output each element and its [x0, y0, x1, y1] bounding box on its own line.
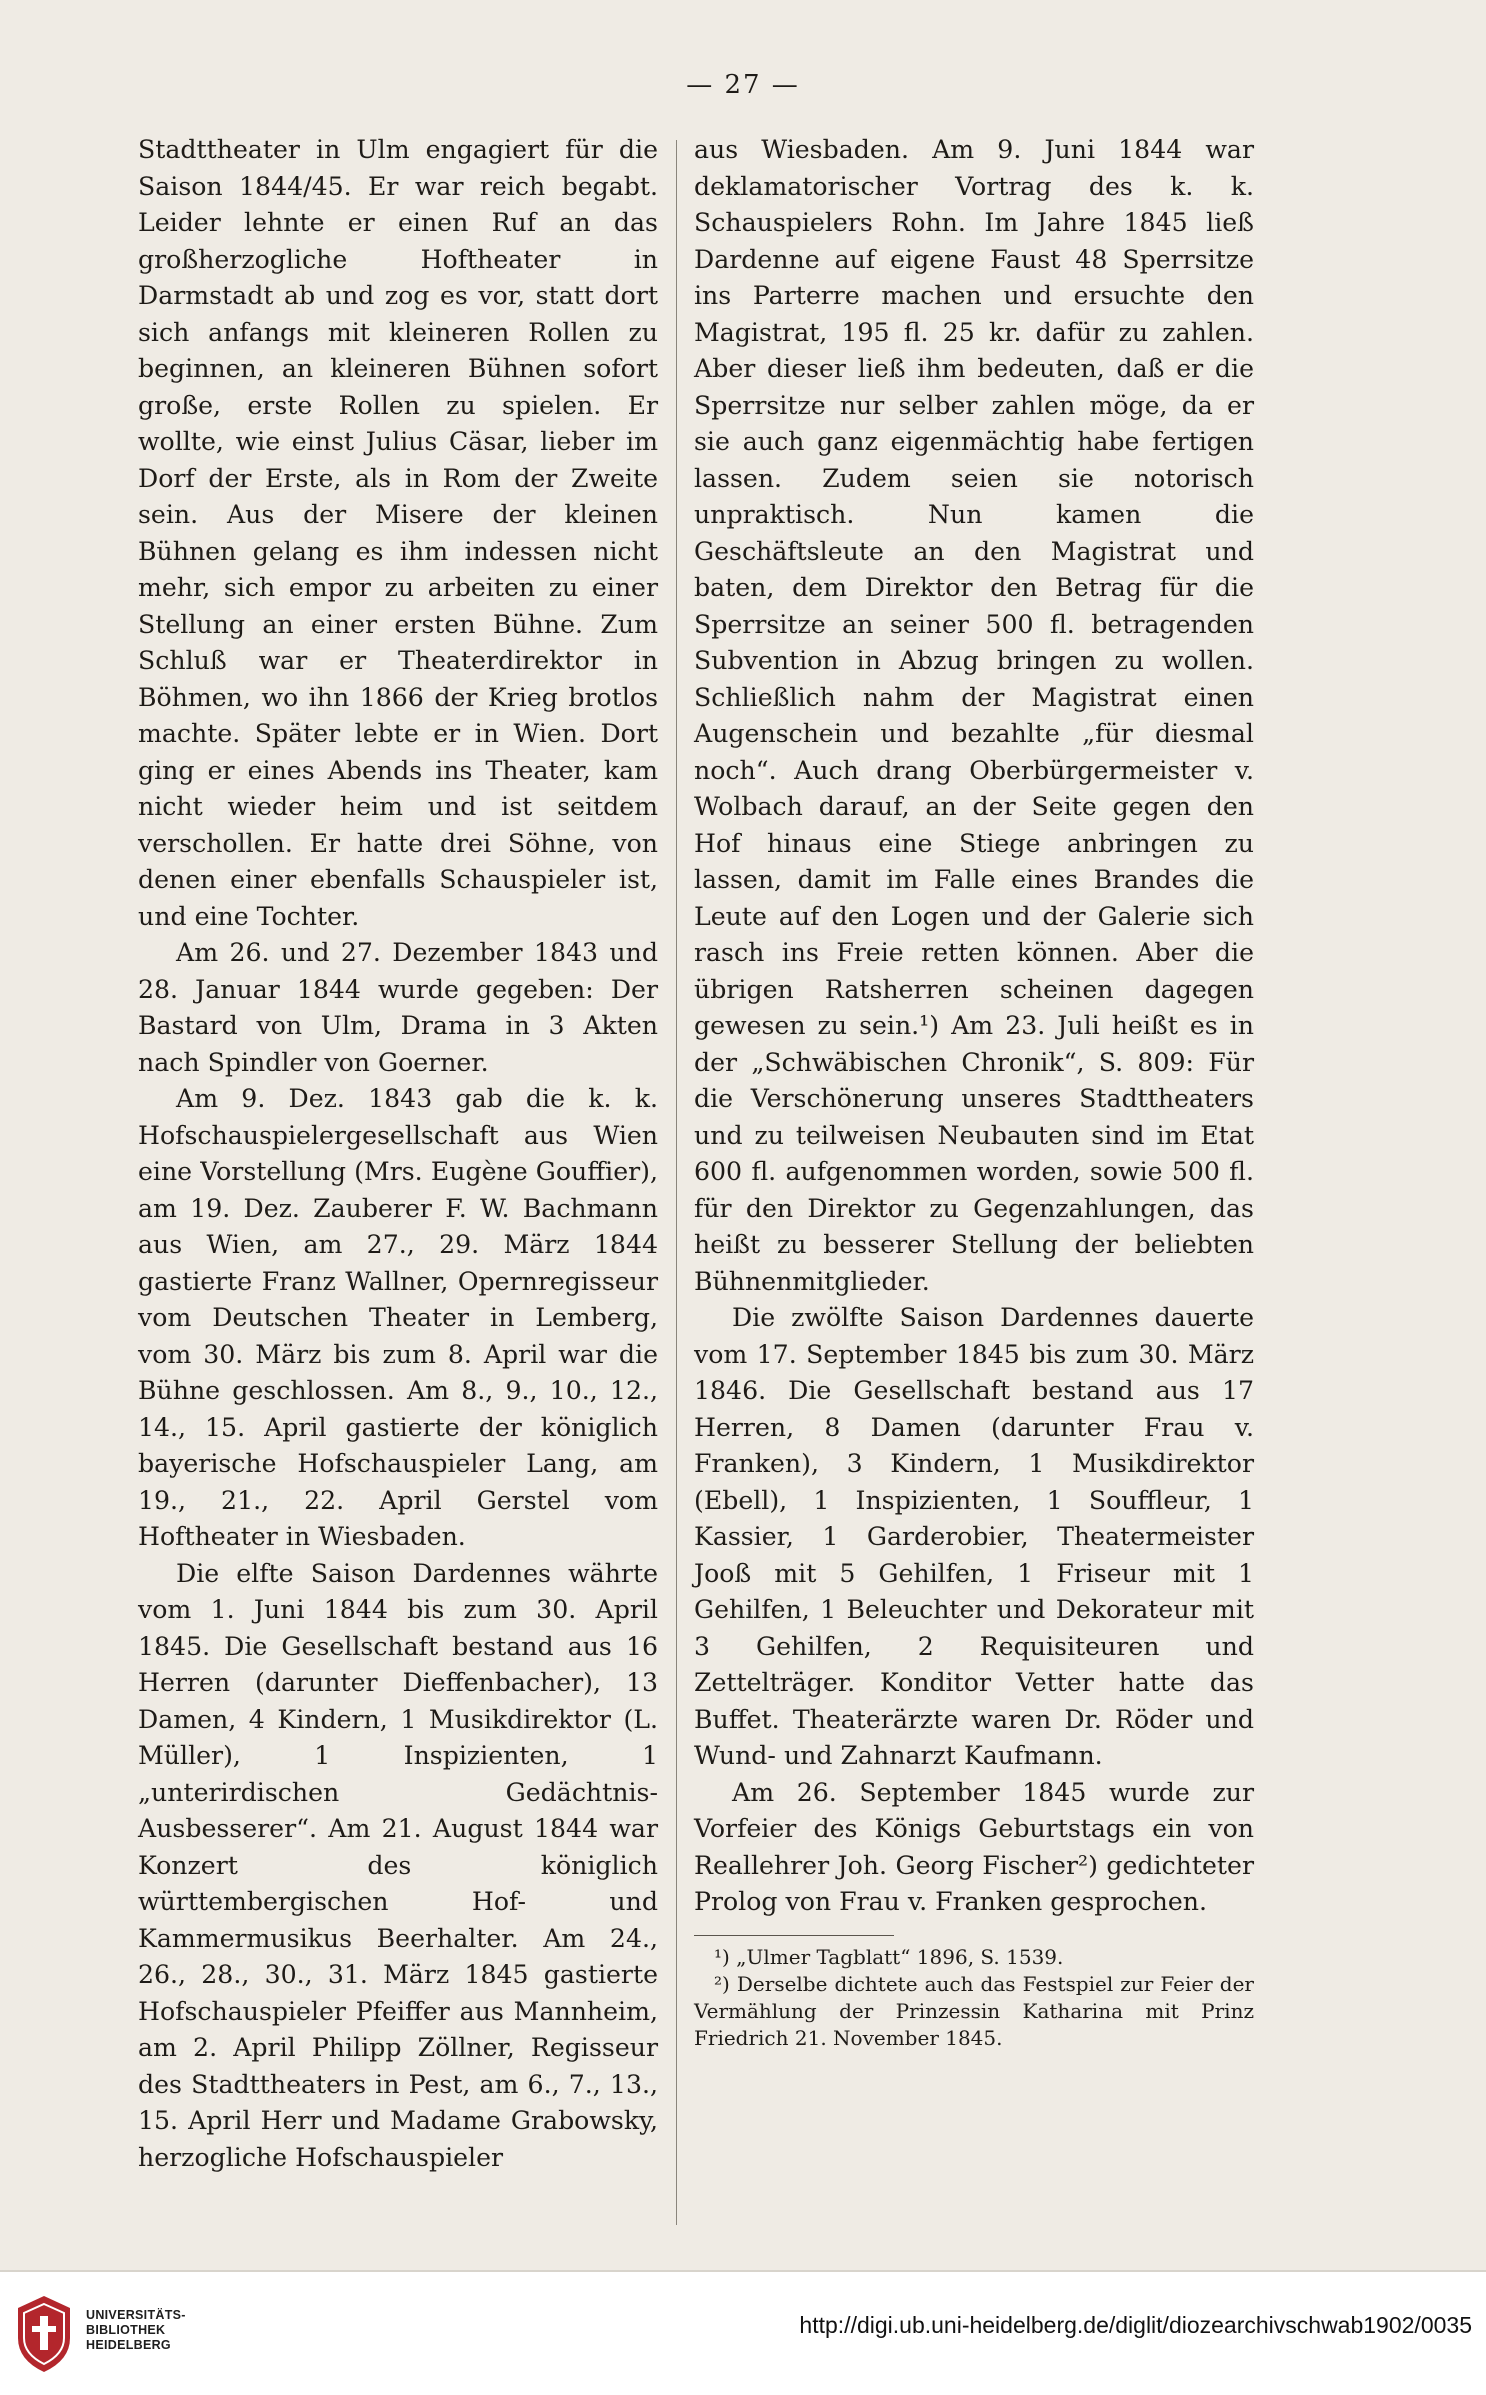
right-column — [694, 132, 1254, 2052]
right-paragraph-2: Die zwölfte Saison Dardennes dauerte vom 17. September 1845 bis zum 30. März 1846. Die Gesellschaft bestand aus 17 Herren, 8 Damen (darunter Frau v. Franken), 3 Kindern, 1 Musikdirektor (Ebell), 1 Inspizienten, 1 Souffleur, 1 Kassier, 1 Garderobier, Theatermeister Jooß mit 5 Gehilfen, 1 Friseur mit 1 Gehilfen, 1 Beleuchter und Dekorateur mit 3 Gehilfen, 2 Requisiteuren und Zettelträger. Konditor Vetter hatte das Buffet. Theaterärzte waren Dr. Röder und Wund- und Zahnarzt Kaufmann. — [694, 1303, 1254, 1770]
footnotes — [694, 1944, 1254, 2052]
right-paragraph-1: aus Wiesbaden. Am 9. Juni 1844 war deklamatorischer Vortrag des k. k. Schauspielers Rohn. Im Jahre 1845 ließ Dardenne auf eigene Faust 48 Sperrsitze ins Parterre machen und ersuchte den Magistrat, 195 fl. 25 kr. dafür zu zahlen. Aber dieser ließ ihm bedeuten, daß er die Sperrsitze nur selber zahlen möge, da er sie auch ganz eigenmächtig habe fertigen lassen. Zudem seien sie notorisch unpraktisch. Nun kamen die Geschäftsleute an den Magistrat und baten, dem Direktor den Betrag für die Sperrsitze an seiner 500 fl. betragenden Subvention in Abzug bringen zu wollen. Schließlich nahm der Magistrat einen Augenschein und bezahlte „für diesmal noch“. Auch drang Oberbürgermeister v. Wolbach darauf, an der Seite gegen den Hof hinaus eine Stiege anbringen zu lassen, damit im Falle eines Brandes die Leute auf den Logen und der Galerie sich rasch ins Freie retten können. Aber die übrigen Ratsherren scheinen dagegen gewesen zu sein.¹) Am 23. Juli heißt es in der „Schwäbischen Chronik“, S. 809: Für die Verschönerung unseres Stadttheaters und zu teilweisen Neubauten sind im Etat 600 fl. aufgenommen worden, sowie 500 fl. für den Direktor zu Gegenzahlungen, das heißt zu besserer Stellung der beliebten Bühnenmitglieder. — [694, 135, 1254, 1296]
footer-bar — [0, 2270, 1486, 2395]
source-url-link[interactable]: http://digi.ub.uni-heidelberg.de/diglit/diozearchivschwab1902/0035 — [799, 2312, 1472, 2338]
left-column — [138, 132, 658, 2176]
footnote-2: ²) Derselbe dichtete auch das Festspiel zur Feier der Vermählung der Prinzessin Katharina mit Prinz Friedrich 21. November 1845. — [694, 1971, 1254, 2050]
column-divider — [676, 140, 677, 2225]
footnote-1: ¹) „Ulmer Tagblatt“ 1896, S. 1539. — [714, 1944, 1064, 1969]
library-name: UNIVERSITÄTS- BIBLIOTHEK HEIDELBERG — [86, 2308, 186, 2352]
footnote-divider — [694, 1935, 894, 1936]
left-paragraph-4: Die elfte Saison Dardennes währte vom 1. Juni 1844 bis zum 30. April 1845. Die Gesellschaft bestand aus 16 Herren (darunter Dieffenbacher), 13 Damen, 4 Kindern, 1 Musikdirektor (L. Müller), 1 Inspizienten, 1 „unterirdischen Gedächtnis-Ausbesserer“. Am 21. August 1844 war Konzert des königlich württembergischen Hof- und Kammermusikus Beerhalter. Am 24., 26., 28., 30., 31. März 1845 gastierte Hofschauspieler Pfeiffer aus Mannheim, am 2. April Philipp Zöllner, Regisseur des Stadttheaters in Pest, am 6., 7., 13., 15. April Herr und Madame Grabowsky, herzogliche Hofschauspieler — [138, 1558, 658, 2172]
heidelberg-seal-icon — [14, 2294, 74, 2374]
left-paragraph-1: Stadttheater in Ulm engagiert für die Saison 1844/45. Er war reich begabt. Leider lehnte er einen Ruf an das großherzogliche Hoftheater in Darmstadt ab und zog es vor, statt dort sich anfangs mit kleineren Rollen zu beginnen, an kleineren Bühnen sofort große, erste Rollen zu spielen. Er wollte, wie einst Julius Cäsar, lieber im Dorf der Erste, als in Rom der Zweite sein. Aus der Misere der kleinen Bühnen gelang es ihm indessen nicht mehr, sich empor zu arbeiten zu einer Stellung an einer ersten Bühne. Zum Schluß war er Theaterdirektor in Böhmen, wo ihn 1866 der Krieg brotlos machte. Später lebte er in Wien. Dort ging er eines Abends ins Theater, kam nicht wieder heim und ist seitdem verschollen. Er hatte drei Söhne, von denen einer ebenfalls Schauspieler ist, und eine Tochter. — [138, 135, 658, 931]
left-paragraph-3: Am 9. Dez. 1843 gab die k. k. Hofschauspielergesellschaft aus Wien eine Vorstellung (Mrs. Eugène Gouffier), am 19. Dez. Zauberer F. W. Bachmann aus Wien, am 27., 29. März 1844 gastierte Franz Wallner, Opernregisseur vom Deutschen Theater in Lemberg, vom 30. März bis zum 8. April war die Bühne geschlossen. Am 8., 9., 10., 12., 14., 15. April gastierte der königlich bayerische Hofschauspieler Lang, am 19., 21., 22. April Gerstel vom Hoftheater in Wiesbaden. — [138, 1084, 658, 1551]
right-paragraph-3: Am 26. September 1845 wurde zur Vorfeier des Königs Geburtstags ein von Reallehrer Joh. Georg Fischer²) gedichteter Prolog von Frau v. Franken gesprochen. — [694, 1777, 1254, 1916]
page-number: — 27 — — [686, 70, 800, 100]
left-paragraph-2: Am 26. und 27. Dezember 1843 und 28. Januar 1844 wurde gegeben: Der Bastard von Ulm, Drama in 3 Akten nach Spindler von Goerner. — [138, 938, 658, 1077]
